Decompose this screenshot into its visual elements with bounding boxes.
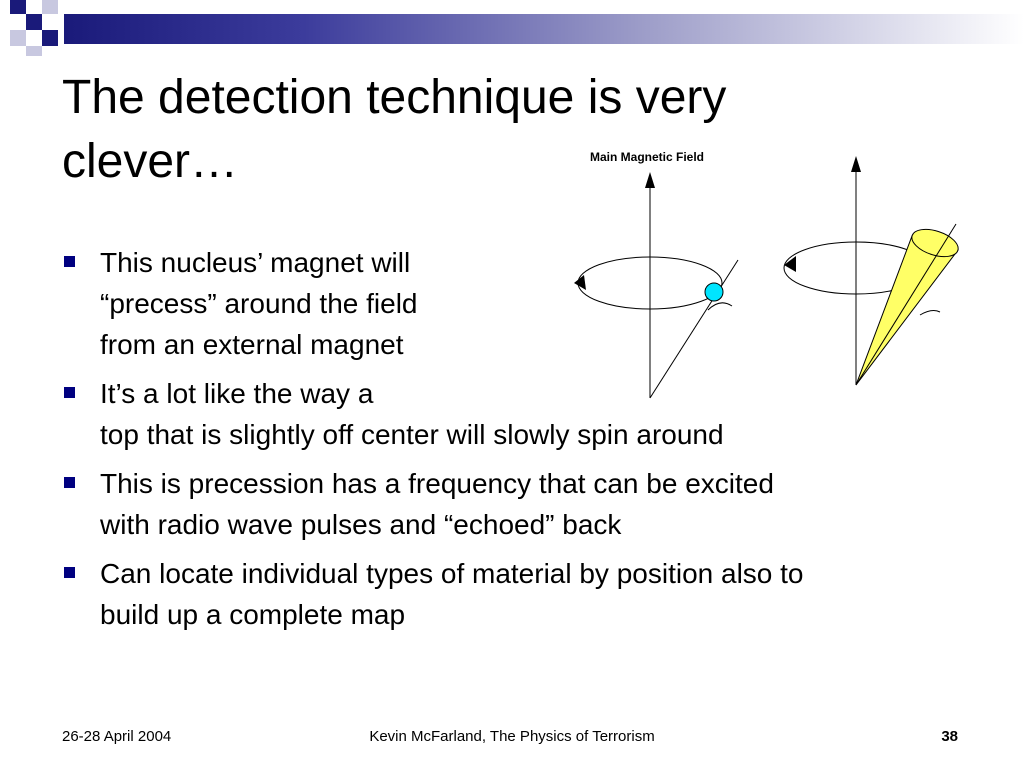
title-gradient-band xyxy=(64,14,1024,44)
bullet-line: This nucleus’ magnet will xyxy=(100,247,411,278)
footer-author: Kevin McFarland, The Physics of Terrorism xyxy=(369,728,655,745)
bullet-line: It’s a lot like the way a xyxy=(100,378,374,409)
decor-square xyxy=(42,0,58,14)
bullet-marker-icon xyxy=(64,256,75,267)
diagram-label: Main Magnetic Field xyxy=(590,150,705,164)
decor-square xyxy=(26,14,42,30)
list-item xyxy=(62,242,982,365)
list-item xyxy=(62,373,982,455)
arrowhead-right xyxy=(851,156,861,172)
bullet-line: with radio wave pulses and “echoed” back xyxy=(100,509,622,540)
bullet-line: build up a complete map xyxy=(100,599,406,630)
footer-date: 26-28 April 2004 xyxy=(62,728,172,745)
header-decoration xyxy=(0,0,1024,56)
bullet-line: top that is slightly off center will slowly spin around xyxy=(100,419,724,450)
bullet-marker-icon xyxy=(64,477,75,488)
decor-square xyxy=(10,30,26,46)
bullet-marker-icon xyxy=(64,567,75,578)
slide-title: The detection technique is very clever… xyxy=(62,71,727,188)
decor-square xyxy=(42,30,58,46)
decor-square xyxy=(10,0,26,14)
bullet-line: Can locate individual types of material by position also to xyxy=(100,558,804,589)
bullet-line: from an external magnet xyxy=(100,329,404,360)
bullet-line: This is precession has a frequency that can be excited xyxy=(100,468,774,499)
list-item xyxy=(62,463,982,545)
bullet-list xyxy=(62,242,982,643)
list-item xyxy=(62,553,982,635)
bullet-line: “precess” around the field xyxy=(100,288,418,319)
page-number: 38 xyxy=(941,728,958,745)
arrowhead-left xyxy=(645,172,655,188)
decor-square xyxy=(26,46,42,56)
bullet-marker-icon xyxy=(64,387,75,398)
